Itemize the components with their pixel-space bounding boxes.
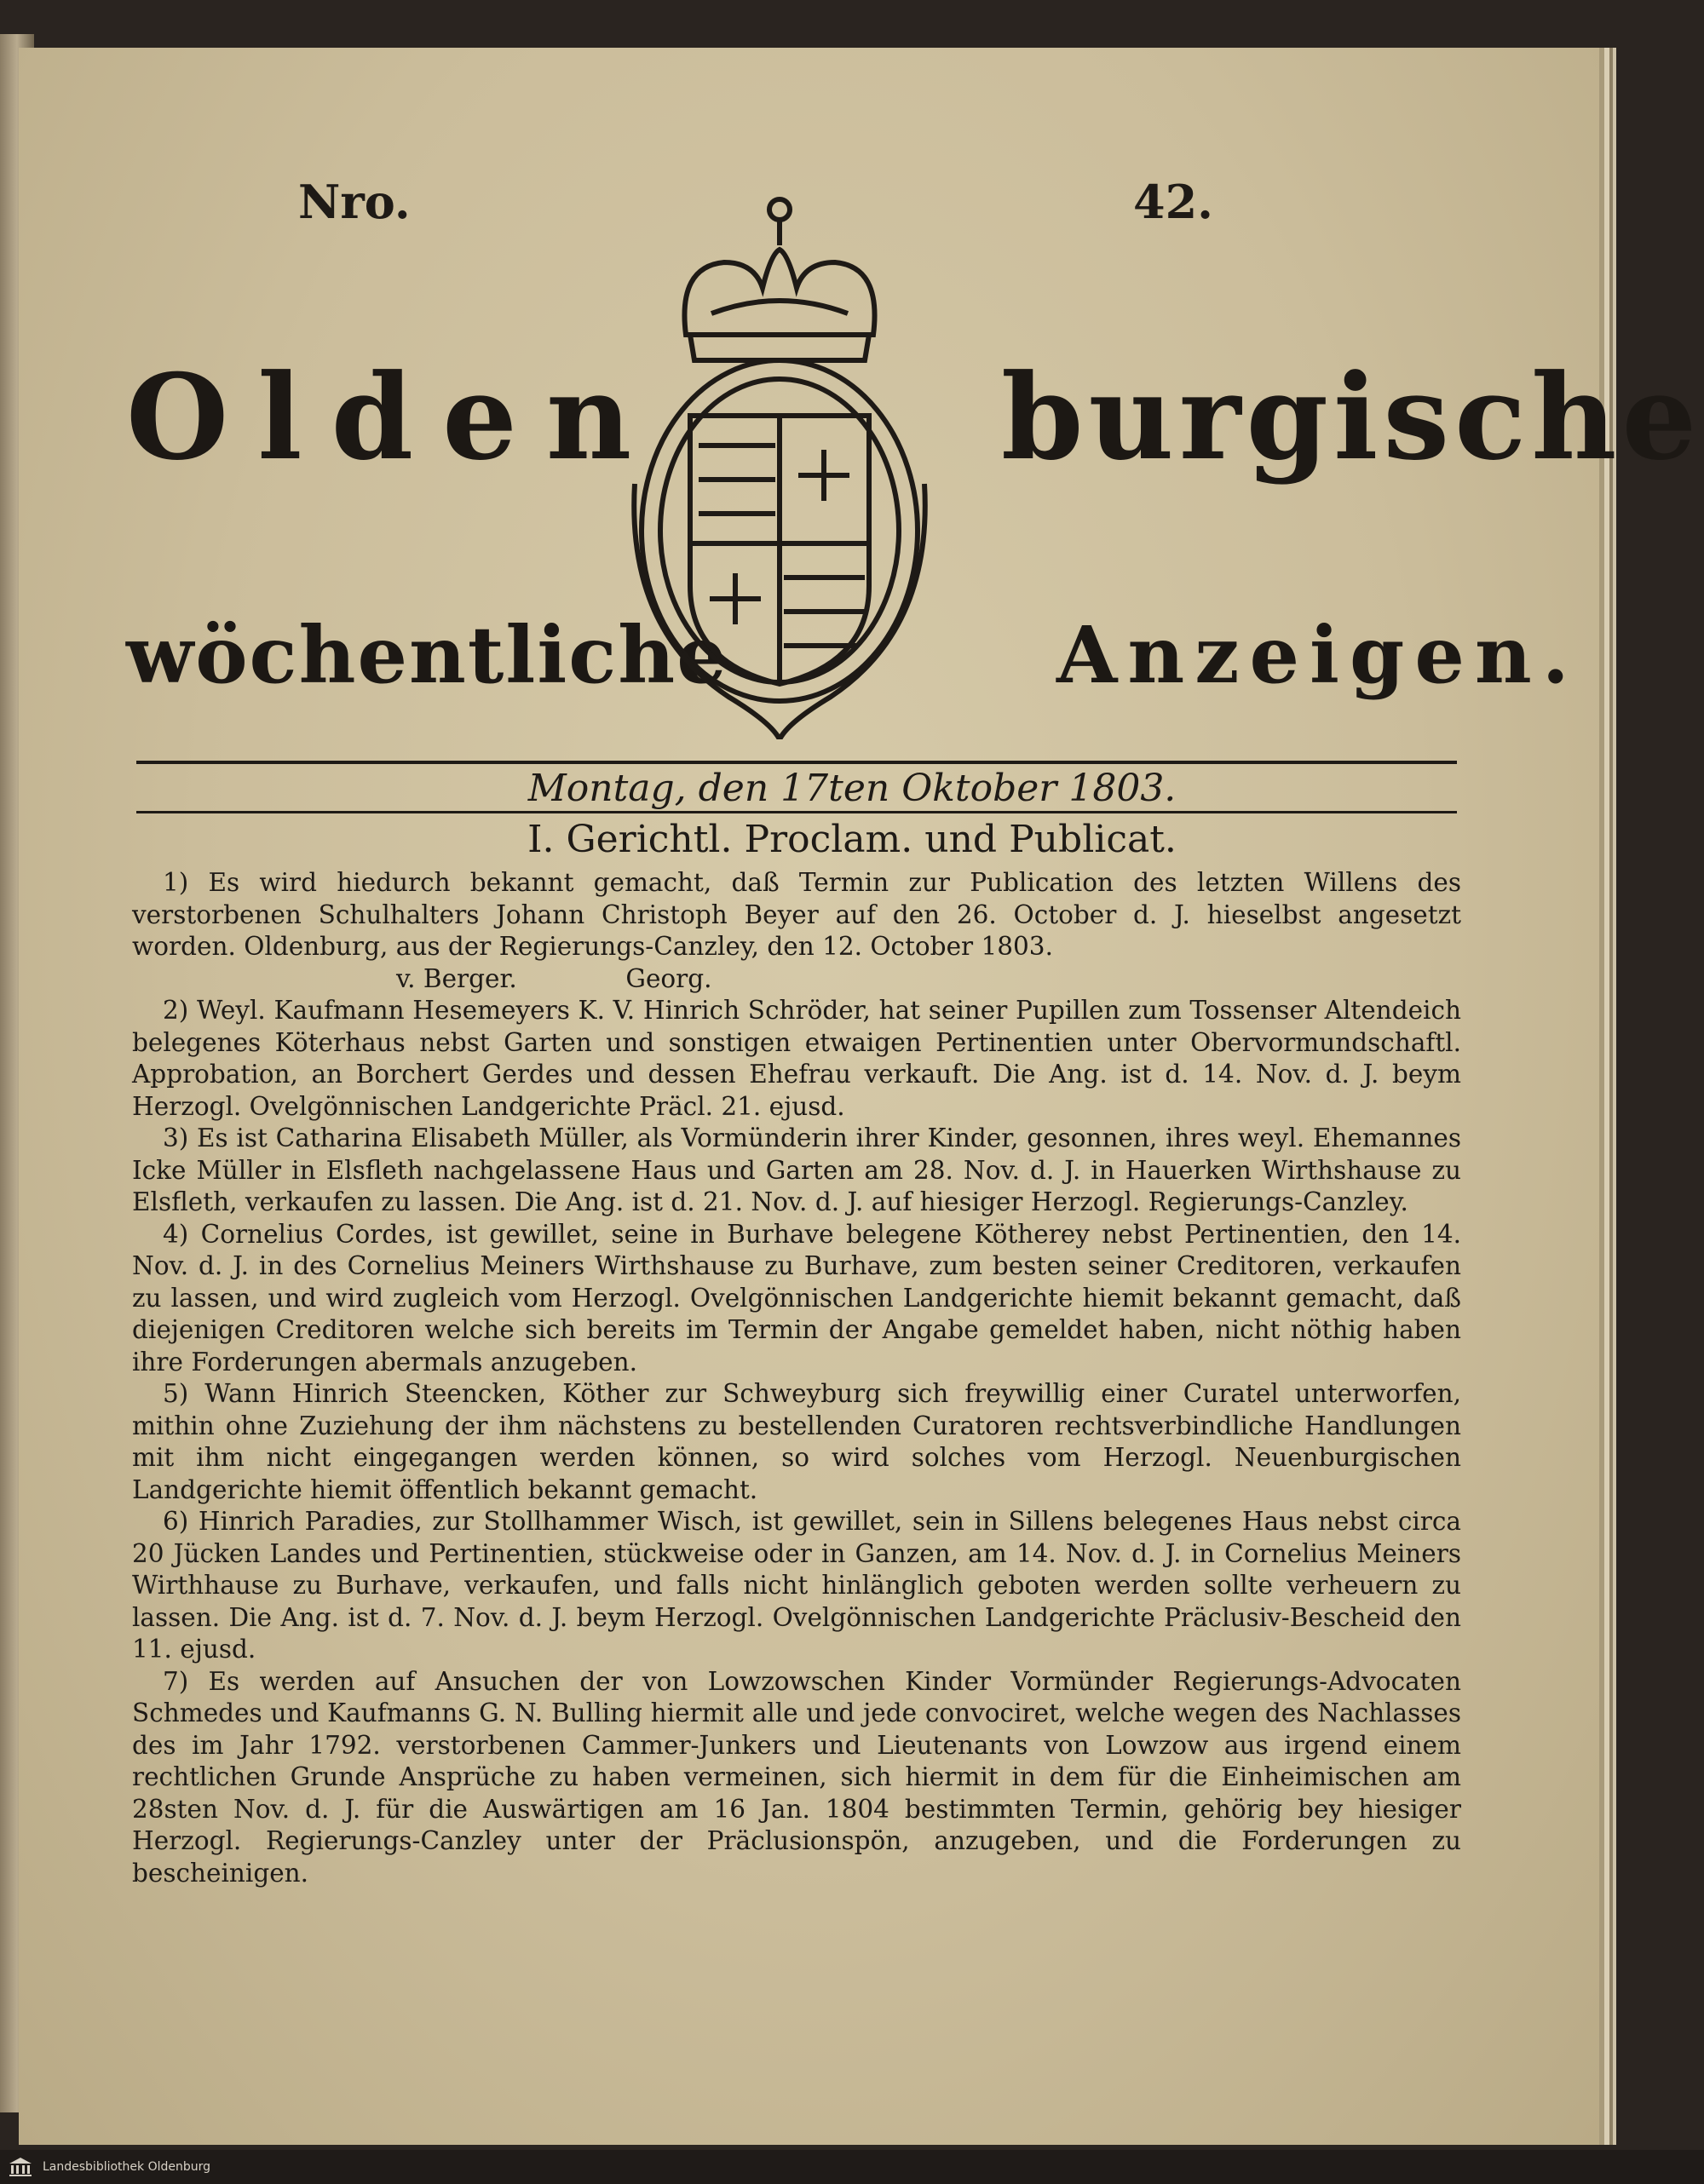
masthead-subtitle-right: Anzeigen. xyxy=(1056,609,1580,701)
section-heading: I. Gerichtl. Proclam. und Publicat. xyxy=(527,818,1177,861)
notice-2: 2) Weyl. Kaufmann Hesemeyers K. V. Hinrich Schröder, hat seiner Pupillen zum Tossenser Altendeich belegenes Köterhaus nebst Garten und sonstigen etwaigen Pertinentien unter Obervormundschaftl. Approbation, an Borchert Gerdes und dessen Ehefrau verkauft. Die Ang. ist d. 14. Nov. d. J. beym Herzogl. Ovelgönnischen Landgerichte Präcl. 21. ejusd. xyxy=(132,996,1461,1121)
signature-berger: v. Berger. xyxy=(396,963,517,993)
oldenburg-coat-of-arms-icon xyxy=(626,186,933,739)
date-rule-top xyxy=(136,761,1457,764)
notice-7: 7) Es werden auf Ansuchen der von Lowzowschen Kinder Vormünder Regierungs-Advocaten Schmedes und Kaufmanns G. N. Bulling hiermit alle und jede convociret, welche wegen des Nachlasses des im Jahr 1792. verstorbenen Cammer-Junkers und Lieutenants von Lowzow aus irgend einem rechtlichen Grunde Ansprüche zu haben vermeinen, sich hiermit in dem für die Einheimischen am 28sten Nov. d. J. für die Auswärtigen am 16 Jan. 1804 bestimmten Termin, gehörig bey hiesiger Herzogl. Regierungs-Canzley unter der Präclusionspön, anzugeben, und die Forderungen zu bescheinigen. xyxy=(132,1666,1461,1888)
notice-4: 4) Cornelius Cordes, ist gewillet, seine in Burhave belegene Kötherey nebst Pertinentien, den 14. Nov. d. J. in des Cornelius Meiners Wirthshause zu Burhave, zum besten seiner Creditoren, verkaufen zu lassen, und wird zugleich vom Herzogl. Ovelgönnischen Landgerichte hiemit bekannt gemacht, daß diejenigen Creditoren welche sich bereits im Termin der Angabe gemeldet haben, nicht nöthig haben ihre Forderungen abermals anzugeben. xyxy=(132,1219,1461,1376)
library-name: Landesbibliothek Oldenburg xyxy=(43,2160,211,2174)
issue-number: 42. xyxy=(1133,175,1213,229)
notices-body xyxy=(132,867,1461,1889)
library-building-icon xyxy=(9,2157,32,2177)
masthead-subtitle-left: wöchentliche xyxy=(126,609,728,701)
viewer-footer xyxy=(0,2150,1704,2184)
notice-3: 3) Es ist Catharina Elisabeth Müller, als Vormünderin ihrer Kinder, gesonnen, ihres weyl. Ehemannes Icke Müller in Elsfleth nachgelassene Haus und Garten am 28. Nov. d. J. in Hauerken Wirthshause zu Elsfleth, verkaufen zu lassen. Die Ang. ist d. 21. Nov. d. J. auf hiesiger Herzogl. Regierungs-Canzley. xyxy=(132,1124,1461,1216)
signature-georg: Georg. xyxy=(625,963,712,993)
masthead-title-right: burgische xyxy=(1001,348,1702,486)
notice-6: 6) Hinrich Paradies, zur Stollhammer Wisch, ist gewillet, sein in Sillens belegenes Haus nebst circa 20 Jücken Landes und Pertinentien, stückweise oder in Ganzen, am 14. Nov. d. J. in Cornelius Meiners Wirthhause zu Burhave, verkaufen, und falls nicht hinlänglich geboten werden sollte verheuern zu lassen. Die Ang. ist d. 7. Nov. d. J. beym Herzogl. Ovelgönnischen Landgerichte Präclusiv-Bescheid den 11. ejusd. xyxy=(132,1507,1461,1664)
issue-date: Montag, den 17ten Oktober 1803. xyxy=(527,767,1177,810)
notice-5: 5) Wann Hinrich Steencken, Köther zur Schweyburg sich freywillig einer Curatel unterworfen, mithin ohne Zuziehung der ihm nächstens zu bestellenden Curatoren rechtsverbindliche Handlungen mit ihm nicht eingegangen werden können, so wird solches vom Herzogl. Neuenburgischen Landgerichte hiemit öffentlich bekannt gemacht. xyxy=(132,1379,1461,1504)
masthead-title-left: Olden xyxy=(126,348,661,486)
notice-1-signatures xyxy=(132,963,1461,996)
issue-label: Nro. xyxy=(298,175,411,229)
date-rule-bottom xyxy=(136,811,1457,813)
notice-1: 1) Es wird hiedurch bekannt gemacht, daß Termin zur Publication des letzten Willens des verstorbenen Schulhalters Johann Christoph Beyer auf den 26. October d. J. hieselbst angesetzt worden. Oldenburg, aus der Regierungs-Canzley, den 12. October 1803. xyxy=(132,868,1461,961)
